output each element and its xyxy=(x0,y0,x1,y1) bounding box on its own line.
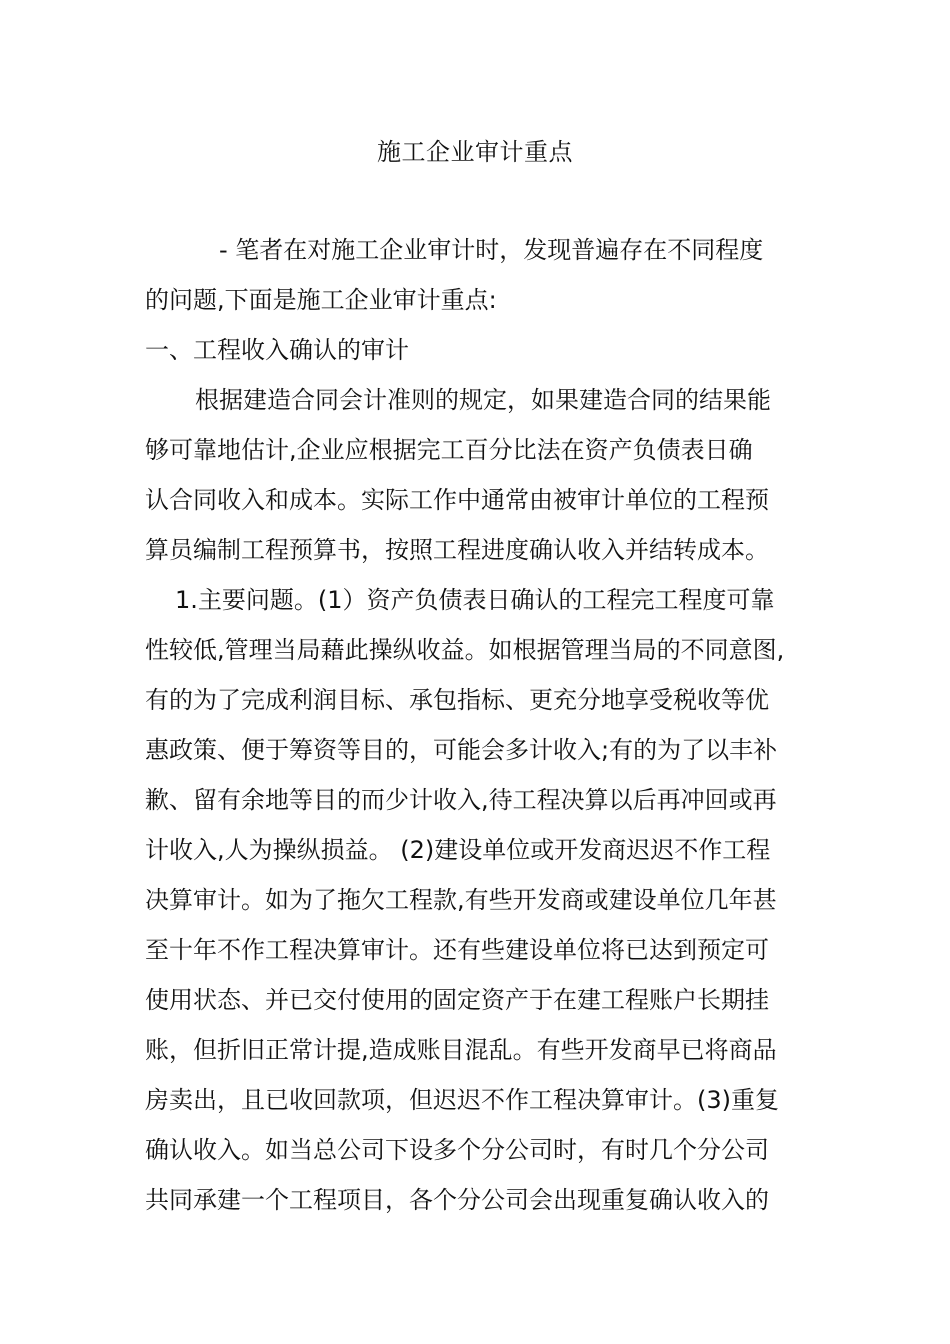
document-title: 施工企业审计重点 xyxy=(377,138,573,166)
body-line: 1.主要问题。(1）资产负债表日确认的工程完工程度可靠 xyxy=(175,586,775,614)
body-line: 使用状态、并已交付使用的固定资产于在建工程账户长期挂 xyxy=(145,986,769,1014)
body-line: 有的为了完成利润目标、承包指标、更充分地享受税收等优 xyxy=(145,686,769,714)
body-line: 歉、留有余地等目的而少计收入,待工程决算以后再冲回或再 xyxy=(145,786,777,814)
body-line: 账，但折旧正常计提,造成账目混乱。有些开发商早已将商品 xyxy=(145,1036,777,1064)
body-line: 惠政策、便于筹资等目的，可能会多计收入;有的为了以丰补 xyxy=(145,736,778,764)
body-line: - 笔者在对施工企业审计时，发现普遍存在不同程度 xyxy=(219,236,764,264)
body-line: 性较低,管理当局藉此操纵收益。如根据管理当局的不同意图, xyxy=(145,636,785,664)
body-line: 共同承建一个工程项目，各个分公司会出现重复确认收入的 xyxy=(145,1186,769,1214)
body-line: 至十年不作工程决算审计。还有些建设单位将已达到预定可 xyxy=(145,936,769,964)
body-line: 认合同收入和成本。实际工作中通常由被审计单位的工程预 xyxy=(145,486,769,514)
body-line: 算员编制工程预算书，按照工程进度确认收入并结转成本。 xyxy=(145,536,769,564)
body-line: 的问题,下面是施工企业审计重点: xyxy=(145,286,497,314)
body-line: 计收入,人为操纵损益。 (2)建设单位或开发商迟迟不作工程 xyxy=(145,836,771,864)
section-heading: 一、工程收入确认的审计 xyxy=(145,336,409,364)
document-body xyxy=(145,230,813,1230)
body-line: 决算审计。如为了拖欠工程款,有些开发商或建设单位几年甚 xyxy=(145,886,777,914)
body-line: 房卖出，且已收回款项，但迟迟不作工程决算审计。(3)重复 xyxy=(145,1086,779,1114)
body-line: 够可靠地估计,企业应根据完工百分比法在资产负债表日确 xyxy=(145,436,753,464)
body-line: 根据建造合同会计准则的规定，如果建造合同的结果能 xyxy=(195,386,771,414)
body-line: 确认收入。如当总公司下设多个分公司时，有时几个分公司 xyxy=(145,1136,769,1164)
